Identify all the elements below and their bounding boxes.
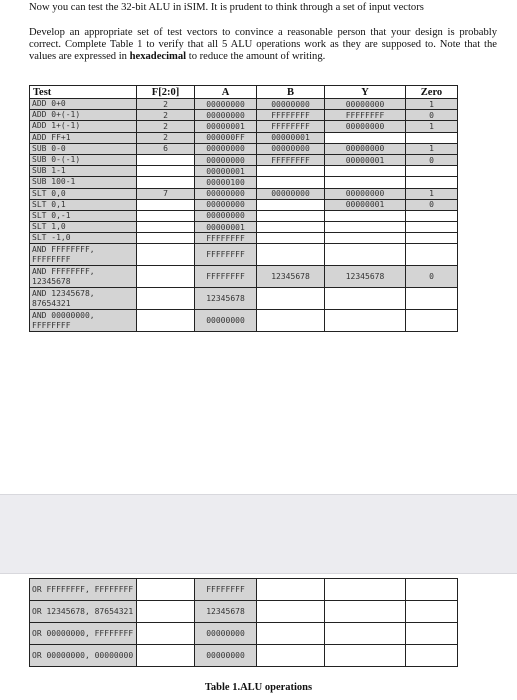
header-f: F[2:0]	[137, 86, 195, 99]
table-row	[30, 143, 458, 154]
table-caption: Table 1.ALU operations	[204, 682, 313, 693]
table-row	[30, 99, 458, 110]
cell-f	[137, 222, 195, 233]
cell-b: 00000000	[257, 188, 325, 199]
cell-y	[325, 579, 406, 601]
cell-b	[257, 244, 325, 266]
intro-bold-hexadecimal: hexadecimal	[129, 51, 187, 62]
table-row	[30, 233, 458, 244]
cell-f: 2	[137, 132, 195, 143]
table-row	[30, 266, 458, 288]
cell-zero	[406, 222, 458, 233]
cell-test: OR 12345678, 87654321	[30, 601, 137, 623]
cell-a: 000000FF	[195, 132, 257, 143]
table-row	[30, 154, 458, 165]
table-row	[30, 288, 458, 310]
cell-f	[137, 645, 195, 667]
cell-y	[325, 166, 406, 177]
cell-b: FFFFFFFF	[257, 110, 325, 121]
table-row	[30, 623, 458, 645]
cell-test: ADD FF+1	[30, 132, 137, 143]
cell-y	[325, 233, 406, 244]
cell-zero	[406, 601, 458, 623]
cell-b	[257, 177, 325, 188]
table-row	[30, 244, 458, 266]
cell-y: 00000000	[325, 121, 406, 132]
cell-y: 00000001	[325, 199, 406, 210]
cell-test: AND FFFFFFFF, 12345678	[30, 266, 137, 288]
cell-a: 00000100	[195, 177, 257, 188]
table-row	[30, 121, 458, 132]
intro-paragraph-2	[29, 27, 497, 63]
cell-b	[257, 579, 325, 601]
table-row	[30, 601, 458, 623]
cell-zero	[406, 623, 458, 645]
table-row	[30, 222, 458, 233]
cell-f	[137, 154, 195, 165]
table-row	[30, 188, 458, 199]
cell-test: SLT 0,0	[30, 188, 137, 199]
cell-test: SUB 0-(-1)	[30, 154, 137, 165]
cell-y	[325, 288, 406, 310]
cell-b	[257, 166, 325, 177]
cell-b	[257, 222, 325, 233]
cell-y	[325, 310, 406, 332]
cell-test: AND 12345678, 87654321	[30, 288, 137, 310]
cell-a: 00000000	[195, 199, 257, 210]
cell-test: SLT 0,-1	[30, 210, 137, 221]
cell-zero	[406, 645, 458, 667]
cell-b	[257, 288, 325, 310]
cell-y: 00000000	[325, 99, 406, 110]
cell-f	[137, 177, 195, 188]
table-row	[30, 132, 458, 143]
cell-a: 12345678	[195, 288, 257, 310]
cell-y	[325, 623, 406, 645]
cell-f	[137, 579, 195, 601]
cell-f	[137, 310, 195, 332]
cell-zero	[406, 166, 458, 177]
cell-a: FFFFFFFF	[195, 233, 257, 244]
cell-y: 12345678	[325, 266, 406, 288]
cell-a: 00000001	[195, 222, 257, 233]
cell-f	[137, 623, 195, 645]
intro-paragraph-2-start: Develop an appropriate set of test vectors to convince a reasonable person that your design is probably correct. Complete Table 1 to verify that all 5 ALU operations work as they are supposed to. Note that the values are expressed in	[29, 27, 497, 62]
table-row	[30, 645, 458, 667]
cell-a: FFFFFFFF	[195, 244, 257, 266]
cell-test: ADD 0+(-1)	[30, 110, 137, 121]
cell-a: 00000000	[195, 110, 257, 121]
cell-b	[257, 199, 325, 210]
table-row	[30, 310, 458, 332]
header-a: A	[195, 86, 257, 99]
header-y: Y	[325, 86, 406, 99]
cell-zero: 0	[406, 266, 458, 288]
cell-f	[137, 199, 195, 210]
cell-f: 2	[137, 99, 195, 110]
cell-f	[137, 601, 195, 623]
cell-a: 00000000	[195, 210, 257, 221]
cell-zero: 0	[406, 110, 458, 121]
cell-zero: 0	[406, 199, 458, 210]
cell-f	[137, 166, 195, 177]
cell-test: ADD 0+0	[30, 99, 137, 110]
cell-y	[325, 177, 406, 188]
table-body-bottom	[30, 579, 458, 667]
cell-y: 00000000	[325, 188, 406, 199]
cell-b: FFFFFFFF	[257, 154, 325, 165]
cell-b	[257, 310, 325, 332]
cell-a: 00000000	[195, 623, 257, 645]
table-row	[30, 166, 458, 177]
cell-zero	[406, 233, 458, 244]
cell-test: SUB 1-1	[30, 166, 137, 177]
cell-b: 00000000	[257, 143, 325, 154]
cell-b: 00000000	[257, 99, 325, 110]
cell-b	[257, 210, 325, 221]
cell-f	[137, 244, 195, 266]
cell-y	[325, 645, 406, 667]
cell-f	[137, 288, 195, 310]
intro-line-1: Now you can test the 32-bit ALU in iSIM. It is prudent to think through a set of input vectors	[29, 2, 424, 13]
cell-zero: 0	[406, 154, 458, 165]
page-gap	[0, 494, 517, 574]
cell-f	[137, 266, 195, 288]
alu-operations-table	[29, 85, 458, 332]
cell-test: ADD 1+(-1)	[30, 121, 137, 132]
cell-a: 00000000	[195, 99, 257, 110]
alu-operations-table-continued	[29, 578, 458, 667]
cell-f: 2	[137, 121, 195, 132]
cell-b	[257, 601, 325, 623]
cell-zero	[406, 210, 458, 221]
cell-test: OR 00000000, 00000000	[30, 645, 137, 667]
cell-f: 6	[137, 143, 195, 154]
table-row	[30, 210, 458, 221]
table-row	[30, 177, 458, 188]
cell-a: FFFFFFFF	[195, 266, 257, 288]
header-zero: Zero	[406, 86, 458, 99]
cell-b	[257, 233, 325, 244]
cell-f	[137, 233, 195, 244]
cell-zero: 1	[406, 188, 458, 199]
cell-test: OR FFFFFFFF, FFFFFFFF	[30, 579, 137, 601]
cell-test: SLT 1,0	[30, 222, 137, 233]
cell-a: 00000000	[195, 645, 257, 667]
cell-zero: 1	[406, 143, 458, 154]
cell-a: 00000000	[195, 188, 257, 199]
cell-y	[325, 244, 406, 266]
cell-b: 12345678	[257, 266, 325, 288]
cell-b: FFFFFFFF	[257, 121, 325, 132]
cell-y	[325, 210, 406, 221]
table-row	[30, 110, 458, 121]
cell-f	[137, 210, 195, 221]
table-row	[30, 579, 458, 601]
cell-zero	[406, 177, 458, 188]
cell-f: 2	[137, 110, 195, 121]
cell-test: SUB 100-1	[30, 177, 137, 188]
cell-test: AND FFFFFFFF, FFFFFFFF	[30, 244, 137, 266]
cell-zero: 1	[406, 121, 458, 132]
header-b: B	[257, 86, 325, 99]
cell-a: 00000001	[195, 121, 257, 132]
intro-paragraph-2-end: to reduce the amount of writing.	[186, 51, 326, 62]
table-body-top	[30, 99, 458, 332]
table-row	[30, 199, 458, 210]
cell-a: 00000001	[195, 166, 257, 177]
cell-b	[257, 623, 325, 645]
cell-zero	[406, 288, 458, 310]
cell-a: FFFFFFFF	[195, 579, 257, 601]
cell-zero	[406, 132, 458, 143]
cell-b	[257, 645, 325, 667]
table-header-row	[30, 86, 458, 99]
cell-a: 00000000	[195, 310, 257, 332]
cell-y	[325, 222, 406, 233]
cell-zero	[406, 244, 458, 266]
cell-test: AND 00000000, FFFFFFFF	[30, 310, 137, 332]
header-test: Test	[30, 86, 137, 99]
cell-test: SUB 0-0	[30, 143, 137, 154]
cell-a: 12345678	[195, 601, 257, 623]
cell-b: 00000001	[257, 132, 325, 143]
cell-a: 00000000	[195, 143, 257, 154]
cell-f: 7	[137, 188, 195, 199]
cell-y: 00000000	[325, 143, 406, 154]
cell-a: 00000000	[195, 154, 257, 165]
cell-y: FFFFFFFF	[325, 110, 406, 121]
cell-y	[325, 601, 406, 623]
intro-text	[29, 2, 497, 63]
cell-zero: 1	[406, 99, 458, 110]
cell-y: 00000001	[325, 154, 406, 165]
cell-test: SLT -1,0	[30, 233, 137, 244]
cell-zero	[406, 310, 458, 332]
cell-zero	[406, 579, 458, 601]
cell-y	[325, 132, 406, 143]
cell-test: OR 00000000, FFFFFFFF	[30, 623, 137, 645]
cell-test: SLT 0,1	[30, 199, 137, 210]
